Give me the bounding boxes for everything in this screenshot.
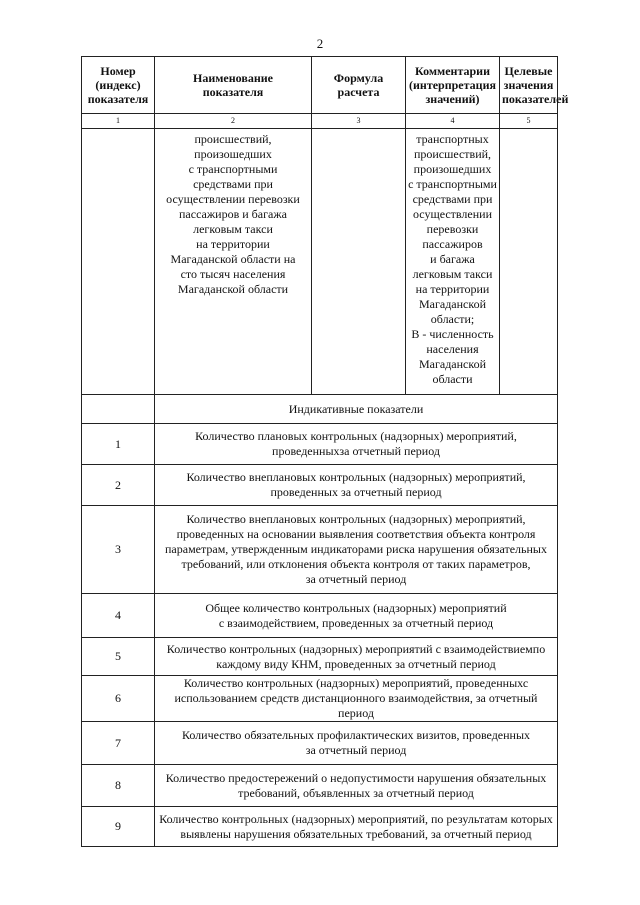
column-number-row — [82, 114, 558, 129]
table-header-row — [82, 57, 558, 114]
indicator-name: Количество плановых контрольных (надзорных) мероприятий, проведенныхза отчетный период — [155, 424, 558, 465]
section-index-cell — [82, 395, 155, 424]
table-row — [82, 638, 558, 676]
indicator-number: 4 — [82, 594, 155, 638]
header-index: Номер (индекс) показателя — [82, 57, 155, 114]
page-number: 2 — [316, 36, 324, 51]
table-row — [82, 465, 558, 506]
section-row — [82, 395, 558, 424]
indicator-name: Общее количество контрольных (надзорных) мероприятий с взаимодействием, проведенных за отчетный период — [155, 594, 558, 638]
indicator-name: Количество контрольных (надзорных) мероприятий, по результатам которых выявлены нарушения обязательных требований, за отчетный период — [155, 807, 558, 847]
indicator-number: 9 — [82, 807, 155, 847]
table-row — [82, 424, 558, 465]
indicator-number: 5 — [82, 638, 155, 676]
continuation-comment-cell: транспортных происшествий, произошедших с транспортными средствами при осуществлении перевозки пассажиров и багажа легковым такси на территории Магаданской области; В - численность населения Магаданской области — [406, 129, 500, 395]
indicator-name: Количество внеплановых контрольных (надзорных) мероприятий, проведенных за отчетный период — [155, 465, 558, 506]
indicators-table — [81, 56, 569, 847]
continuation-row — [82, 129, 558, 395]
continuation-name-cell: происшествий, произошедших с транспортными средствами при осуществлении перевозки пассажиров и багажа легковым такси на территории Магаданской области на сто тысяч населения Магаданской области — [155, 129, 312, 395]
indicator-number: 8 — [82, 765, 155, 807]
table-row — [82, 765, 558, 807]
table-row — [82, 506, 558, 594]
table-row — [82, 676, 558, 722]
header-comment: Комментарии (интерпретация значений) — [406, 57, 500, 114]
continuation-index-cell — [82, 129, 155, 395]
indicator-name: Количество контрольных (надзорных) мероприятий, проведенныхс использованием средств дистанционного взаимодействия, за отчетный период — [155, 676, 558, 722]
indicator-number: 3 — [82, 506, 155, 594]
indicator-name: Количество контрольных (надзорных) мероприятий с взаимодействиемпо каждому виду КНМ, проведенных за отчетный период — [155, 638, 558, 676]
column-number: 4 — [406, 114, 500, 129]
header-target: Целевые значения показателей — [500, 57, 558, 114]
table-row — [82, 807, 558, 847]
column-number: 2 — [155, 114, 312, 129]
continuation-target-cell — [500, 129, 558, 395]
indicator-number: 7 — [82, 722, 155, 765]
indicator-name: Количество предостережений о недопустимости нарушения обязательных требований, объявленных за отчетный период — [155, 765, 558, 807]
indicator-number: 2 — [82, 465, 155, 506]
indicator-number: 1 — [82, 424, 155, 465]
indicator-name: Количество внеплановых контрольных (надзорных) мероприятий, проведенных на основании выявления соответствия объекта контроля параметрам, утвержденным индикаторами риска нарушения обязательных требований, или отклонения объекта контроля от таких параметров, за отчетный период — [155, 506, 558, 594]
header-formula: Формула расчета — [312, 57, 406, 114]
section-title: Индикативные показатели — [155, 395, 558, 424]
column-number: 1 — [82, 114, 155, 129]
header-name: Наименование показателя — [155, 57, 312, 114]
continuation-formula-cell — [312, 129, 406, 395]
indicator-name: Количество обязательных профилактических визитов, проведенных за отчетный период — [155, 722, 558, 765]
column-number: 3 — [312, 114, 406, 129]
indicator-number: 6 — [82, 676, 155, 722]
table-row — [82, 722, 558, 765]
table-row — [82, 594, 558, 638]
column-number: 5 — [500, 114, 558, 129]
